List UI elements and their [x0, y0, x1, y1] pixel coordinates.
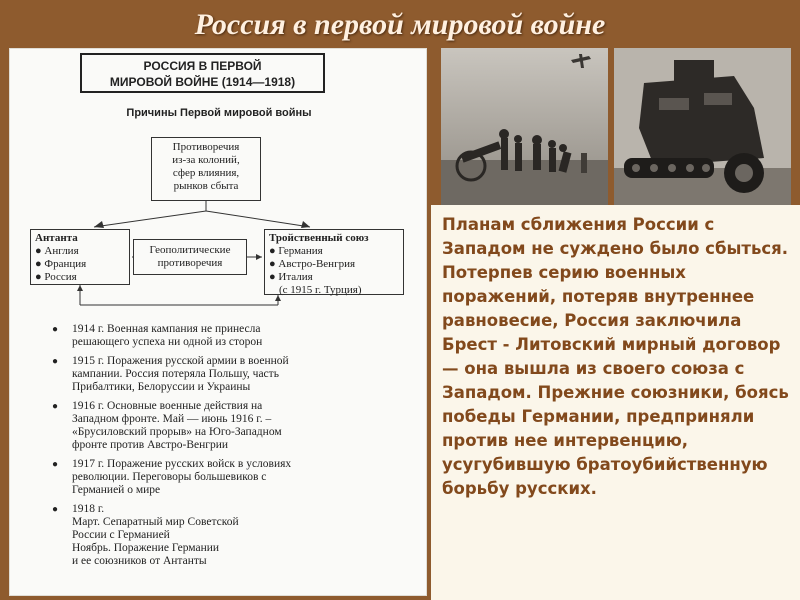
antanta-item: ● Франция — [35, 258, 87, 270]
antanta-box — [30, 229, 130, 285]
contradictions-line: Противоречия — [172, 141, 240, 153]
triple-item: ● Австро-Венгрия — [269, 258, 356, 270]
triple-item: ● Германия — [269, 245, 323, 257]
slide-title: Россия в первой мировой войне — [194, 8, 606, 41]
antanta-item: ● Англия — [35, 245, 79, 257]
slide-body-text: Планам сближения России с Западом не суждено было сбыться. Потерпев серию военных поражений, потеряв внутреннее равновесие, Россия заключила Брест - Литовский мирный договор — она вышла из своего союза с Западом. Прежние союзники, боясь победы Германии, предприняли против нее интервенцию, усугубившую братоубийственную борьбу русских. — [442, 215, 789, 498]
timeline-item: ● 1917 г. Поражение русских войск в условиях революции. Переговоры большевиков с Германией о мире — [52, 458, 412, 497]
timeline-list — [52, 323, 412, 574]
contradictions-line: рынков сбыта — [173, 180, 239, 192]
causes-heading: Причины Первой мировой войны — [126, 107, 312, 119]
contradictions-box — [151, 137, 261, 201]
geo-line: противоречия — [157, 257, 223, 269]
timeline-item: ● 1918 г. Март. Сепаратный мир Советской России с Германией Ноябрь. Поражение Германии и ее союзников от Антанты — [52, 503, 412, 568]
antanta-item: ● Россия — [35, 271, 77, 283]
contradictions-line: из-за колоний, — [172, 154, 240, 166]
scheme-scan — [9, 48, 427, 596]
timeline-item: ● 1915 г. Поражения русской армии в военной кампании. Россия потеряла Польшу, часть Прибалтики, Белоруссии и Украины — [52, 355, 412, 394]
scheme-heading-line2: МИРОВОЙ ВОЙНЕ (1914—1918) — [109, 75, 296, 89]
contradictions-line: сфер влияния, — [172, 167, 240, 179]
antanta-title: Антанта — [35, 232, 78, 244]
triple-item: ● Италия — [269, 271, 313, 283]
artillery-crew-photo — [441, 48, 608, 206]
triple-note: (с 1915 г. Турция) — [279, 284, 362, 296]
timeline-item: ● 1914 г. Военная кампания не принесла решающего успеха ни одной из сторон — [52, 323, 412, 349]
timeline-item: ● 1916 г. Основные военные действия на Западном фронте. Май — июнь 1916 г. – «Брусиловский прорыв» на Юго-Западном фронте против Австро-Венгрии — [52, 400, 412, 452]
armored-car-photo — [614, 48, 791, 206]
geopolitics-box — [133, 239, 247, 275]
geo-line: Геополитические — [149, 244, 231, 256]
triple-title: Тройственный союз — [269, 232, 369, 244]
triple-alliance-box — [264, 229, 404, 295]
scheme-heading-line1: РОССИЯ В ПЕРВОЙ — [143, 59, 262, 73]
